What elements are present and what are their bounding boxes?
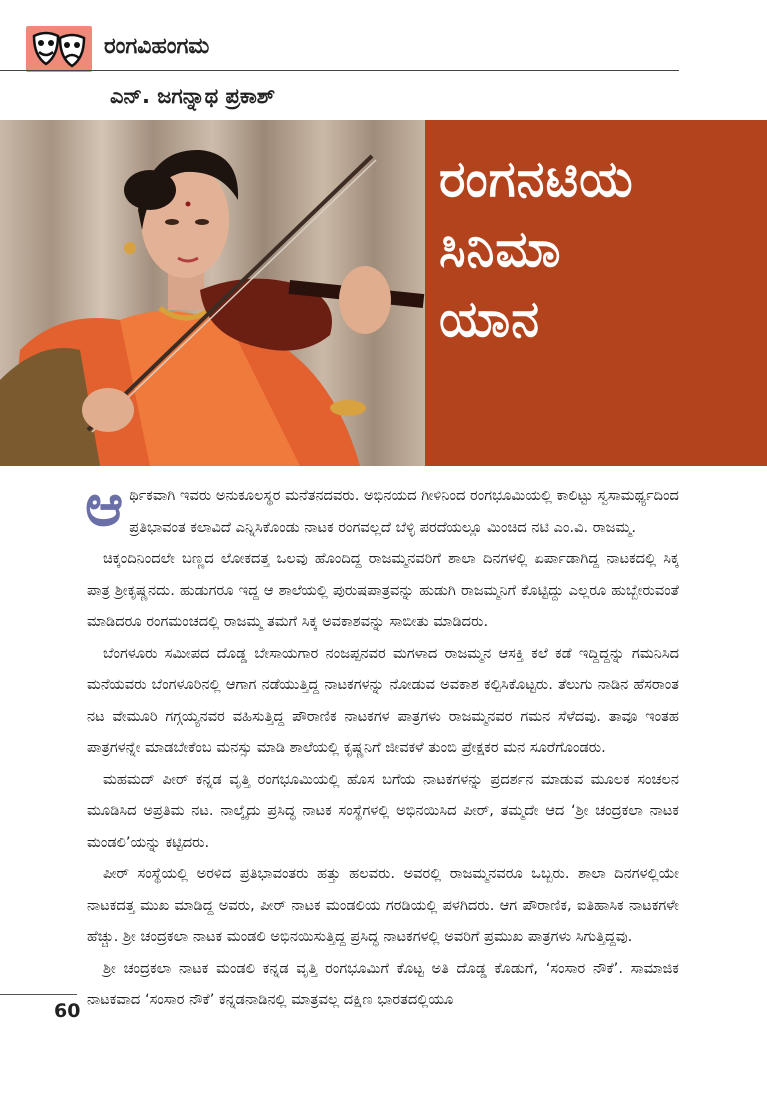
page-number: 60	[54, 1000, 81, 1022]
paragraph-1-text: ರ್ಥಿಕವಾಗಿ ಇವರು ಅನುಕೂಲಸ್ಥರ ಮನೆತನದವರು. ಅಭಿನಯದ ಗೀಳಿನಿಂದ ರಂಗಭೂಮಿಯಲ್ಲಿ ಕಾಲಿಟ್ಟು ಸ್ವಸಾಮರ್ಥ್ಯದಿಂದ ಪ್ರತಿಭಾವಂತ ಕಲಾವಿದೆ ಎನ್ನಿಸಿಕೊಂಡು ನಾಟಕ ರಂಗವಲ್ಲದೆ ಬೆಳ್ಳಿ ಪರದೆಯಲ್ಲೂ ಮಿಂಚಿದ ನಟಿ ಎಂ.ವಿ. ರಾಜಮ್ಮ.	[129, 487, 679, 536]
title-line-2: ಸಿನಿಮಾ	[439, 220, 562, 278]
author-byline: ಎನ್. ಜಗನ್ನಾಥ ಪ್ರಕಾಶ್	[110, 84, 276, 108]
title-line-3: ಯಾನ	[439, 290, 540, 348]
paragraph-3: ಬೆಂಗಳೂರು ಸಮೀಪದ ದೊಡ್ಡ ಬೇಸಾಯಗಾರ ನಂಜಪ್ಪನವರ ಮಗಳಾದ ರಾಜಮ್ಮನ ಆಸಕ್ತಿ ಕಲೆ ಕಡೆ ಇದ್ದಿದ್ದನ್ನು ಗಮನಿಸಿದ ಮನೆಯವರು ಬೆಂಗಳೂರಿನಲ್ಲಿ ಆಗಾಗ ನಡೆಯುತ್ತಿದ್ದ ನಾಟಕಗಳನ್ನು ನೋಡುವ ಅವಕಾಶ ಕಲ್ಪಿಸಿಕೊಟ್ಟರು. ತೆಲುಗು ನಾಡಿನ ಹೆಸರಾಂತ ನಟ ವೇಮೂರಿ ಗಗ್ಗಯ್ಯನವರ ವಹಿಸುತ್ತಿದ್ದ ಪೌರಾಣಿಕ ನಾಟಕಗಳ ಪಾತ್ರಗಳು ರಾಜಮ್ಮನವರ ಗಮನ ಸೆಳೆದವು. ತಾವೂ ಇಂತಹ ಪಾತ್ರಗಳನ್ನೇ ಮಾಡಬೇಕೆಂಬ ಮನಸ್ಸು ಮಾಡಿ ಶಾಲೆಯಲ್ಲಿ ಕೃಷ್ಣನಿಗೆ ಜೀವಕಳೆ ತುಂಬಿ ಪ್ರೇಕ್ಷಕರ ಮನ ಸೂರೆಗೊಂಡರು.	[87, 644, 679, 756]
paragraph-4: ಮಹಮದ್ ಪೀರ್ ಕನ್ನಡ ವೃತ್ತಿ ರಂಗಭೂಮಿಯಲ್ಲಿ ಹೊಸ ಬಗೆಯ ನಾಟಕಗಳನ್ನು ಪ್ರದರ್ಶನ ಮಾಡುವ ಮೂಲಕ ಸಂಚಲನ ಮೂಡಿಸಿದ ಅಪ್ರತಿಮ ನಟ. ನಾಲ್ಕೈದು ಪ್ರಸಿದ್ಧ ನಾಟಕ ಸಂಸ್ಥೆಗಳಲ್ಲಿ ಅಭಿನಯಿಸಿದ ಪೀರ್, ತಮ್ಮದೇ ಆದ ‘ಶ್ರೀ ಚಂದ್ರಕಲಾ ನಾಟಕ ಮಂಡಲಿ’ಯನ್ನು ಕಟ್ಟಿದರು.	[87, 770, 679, 851]
theatre-masks-icon	[26, 26, 92, 72]
header-rule	[0, 70, 679, 71]
article-body	[85, 471, 679, 1016]
article-photo	[0, 120, 425, 466]
paragraph-6: ಶ್ರೀ ಚಂದ್ರಕಲಾ ನಾಟಕ ಮಂಡಲಿ ಕನ್ನಡ ವೃತ್ತಿ ರಂಗಭೂಮಿಗೆ ಕೊಟ್ಟ ಅತಿ ದೊಡ್ಡ ಕೊಡುಗೆ, ‘ಸಂಸಾರ ನೌಕೆ’. ಸಾಮಾಜಿಕ ನಾಟಕವಾದ ‘ಸಂಸಾರ ನೌಕೆ’ ಕನ್ನಡನಾಡಿನಲ್ಲಿ ಮಾತ್ರವಲ್ಲ ದಕ್ಷಿಣ ಭಾರತದಲ್ಲಿಯೂ	[87, 959, 679, 1008]
title-line-1: ರಂಗನಟಿಯ	[439, 150, 634, 208]
paragraph-1	[85, 471, 679, 543]
paragraph-5: ಪೀರ್ ಸಂಸ್ಥೆಯಲ್ಲಿ ಅರಳಿದ ಪ್ರತಿಭಾವಂತರು ಹತ್ತು ಹಲವರು. ಅವರಲ್ಲಿ ರಾಜಮ್ಮನವರೂ ಒಬ್ಬರು. ಶಾಲಾ ದಿನಗಳಲ್ಲಿಯೇ ನಾಟಕದತ್ತ ಮುಖ ಮಾಡಿದ್ದ ಅವರು, ಪೀರ್ ನಾಟಕ ಮಂಡಲಿಯ ಗರಡಿಯಲ್ಲಿ ಪಳಗಿದರು. ಆಗ ಪೌರಾಣಿಕ, ಐತಿಹಾಸಿಕ ನಾಟಕಗಳೇ ಹೆಚ್ಚು. ಶ್ರೀ ಚಂದ್ರಕಲಾ ನಾಟಕ ಮಂಡಲಿ ಅಭಿನಯಿಸುತ್ತಿದ್ದ ಪ್ರಸಿದ್ಧ ನಾಟಕಗಳಲ್ಲಿ ಅವರಿಗೆ ಪ್ರಮುಖ ಪಾತ್ರಗಳು ಸಿಗುತ್ತಿದ್ದವು.	[87, 865, 679, 945]
paragraph-2: ಚಿಕ್ಕಂದಿನಿಂದಲೇ ಬಣ್ಣದ ಲೋಕದತ್ತ ಒಲವು ಹೊಂದಿದ್ದ ರಾಜಮ್ಮನವರಿಗೆ ಶಾಲಾ ದಿನಗಳಲ್ಲಿ ಏರ್ಪಾಡಾಗಿದ್ದ ನಾಟಕದಲ್ಲಿ ಸಿಕ್ಕ ಪಾತ್ರ ಶ್ರೀಕೃಷ್ಣನದು. ಹುಡುಗರೂ ಇದ್ದ ಆ ಶಾಲೆಯಲ್ಲಿ ಪುರುಷಪಾತ್ರವನ್ನು ಹುಡುಗಿ ರಾಜಮ್ಮನಿಗೆ ಕೊಟ್ಟಿದ್ದು ಎಲ್ಲರೂ ಹುಬ್ಬೇರುವಂತೆ ಮಾಡಿದರೂ ರಂಗಮಂಚದಲ್ಲಿ ರಾಜಮ್ಮ ತಮಗೆ ಸಿಕ್ಕ ಅವಕಾಶವನ್ನು ಸಾಬೀತು ಮಾಡಿದರು.	[87, 550, 679, 630]
section-name: ರಂಗವಿಹಂಗಮ	[104, 34, 210, 59]
footer-rule	[0, 994, 77, 995]
title-panel	[425, 120, 767, 466]
drop-cap: ಆ	[85, 471, 124, 539]
